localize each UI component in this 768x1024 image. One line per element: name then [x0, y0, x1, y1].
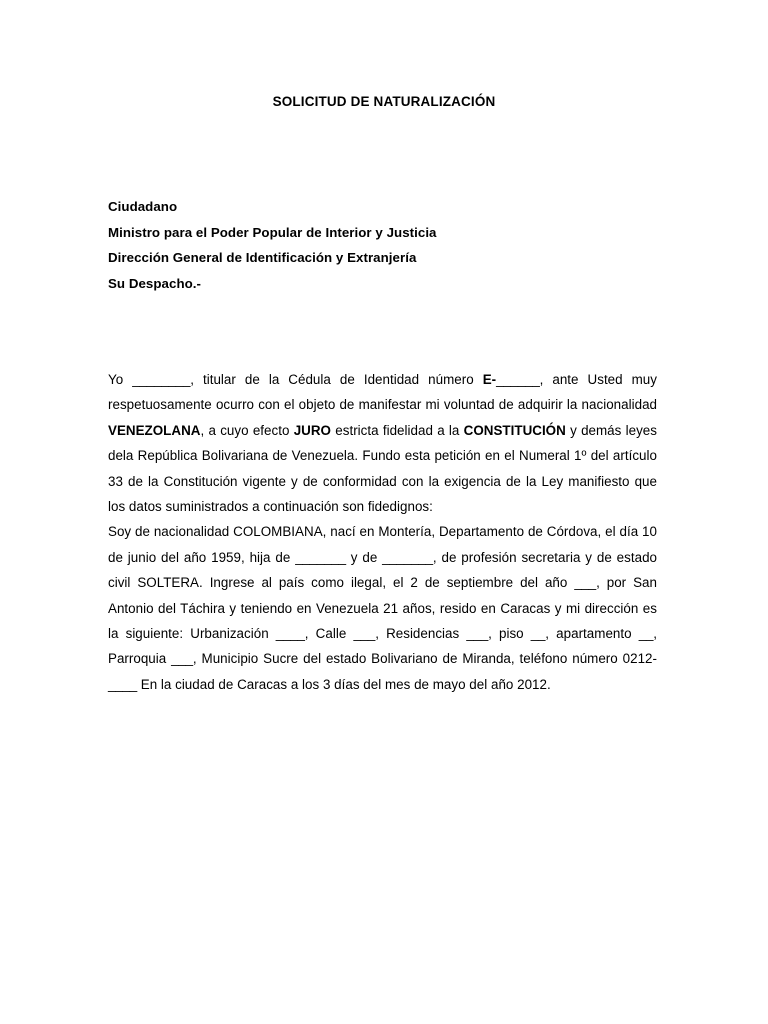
- addressee-line-ministro: Ministro para el Poder Popular de Interior y Justicia: [108, 224, 437, 240]
- p2-seg-4: , por San Antonio del Táchira y teniendo en Venezuela 21 años, resido en Caracas y mi dirección es la siguiente: Urbanización: [108, 575, 657, 642]
- addressee-block: [108, 194, 657, 296]
- p2-seg-6: , Residencias: [375, 626, 467, 642]
- p1-seg-2: , titular de la Cédula de Identidad número: [190, 372, 483, 387]
- blank-residencias: ___: [466, 626, 489, 642]
- blank-nombre: ________: [132, 372, 191, 387]
- p1-seg-5: estricta fidelidad a la: [331, 422, 464, 438]
- blank-urbanizacion: ____: [275, 626, 305, 642]
- p1-seg-1: Yo: [108, 372, 133, 387]
- blank-telefono: ____: [108, 676, 137, 692]
- p2-seg-10: , Municipio Sucre del estado Bolivariano de Miranda, teléfono número 0212-: [192, 651, 657, 667]
- bold-e-prefix: E-: [482, 372, 497, 387]
- blank-apartamento: __: [638, 626, 654, 642]
- p1-seg-4: , a cuyo efecto: [200, 422, 294, 438]
- bold-venezolana: VENEZOLANA: [108, 422, 201, 438]
- p2-seg-1: Soy de nacionalidad COLOMBIANA, nací en Montería, Departamento de Córdova, el día 10 de junio del año 1959, hija de: [108, 524, 657, 565]
- blank-anio-ingreso: ___: [574, 575, 597, 591]
- p2-seg-8: , apartamento: [545, 626, 639, 642]
- body-text: [108, 367, 657, 697]
- blank-padre: _______: [295, 549, 346, 565]
- p1-seg-3: , ante Usted muy respetuosamente ocurro con el objeto de manifestar mi voluntad de adquirir la nacionalidad: [108, 372, 657, 413]
- body-paragraph-2: [108, 519, 657, 697]
- addressee-line-direccion: Dirección General de Identificación y Extranjería: [108, 250, 417, 265]
- addressee-line-despacho: Su Despacho.-: [108, 275, 202, 291]
- p2-seg-11: En la ciudad de Caracas a los 3 días del mes de mayo del año 2012.: [137, 676, 551, 692]
- p1-seg-6: y demás leyes dela República Bolivariana de Venezuela. Fundo esta petición en el Numeral 1º del artículo 33 de la Constitución vigente y de conformidad con la exigencia de la Ley manifiesto que los datos suministrados a continuación son fidedignos:: [108, 422, 657, 515]
- p2-seg-9: , Parroquia: [108, 626, 657, 667]
- bold-juro: JURO: [293, 422, 331, 438]
- p2-seg-5: , Calle: [304, 626, 354, 642]
- blank-madre: _______: [382, 549, 433, 565]
- body-paragraph-1: [108, 367, 657, 519]
- blank-piso: __: [530, 626, 546, 642]
- p2-seg-7: , piso: [488, 626, 531, 642]
- blank-cedula: ______: [496, 372, 540, 387]
- p2-seg-2: y de: [345, 549, 383, 565]
- p2-seg-3: , de profesión secretaria y de estado civil SOLTERA. Ingrese al país como ilegal, el 2 de septiembre del año: [108, 549, 658, 591]
- page-title: SOLICITUD DE NATURALIZACIÓN: [272, 94, 496, 109]
- bold-constitucion: CONSTITUCIÓN: [463, 422, 566, 438]
- blank-calle: ___: [353, 626, 376, 642]
- blank-parroquia: ___: [171, 651, 193, 667]
- addressee-line-ciudadano: Ciudadano: [108, 199, 178, 214]
